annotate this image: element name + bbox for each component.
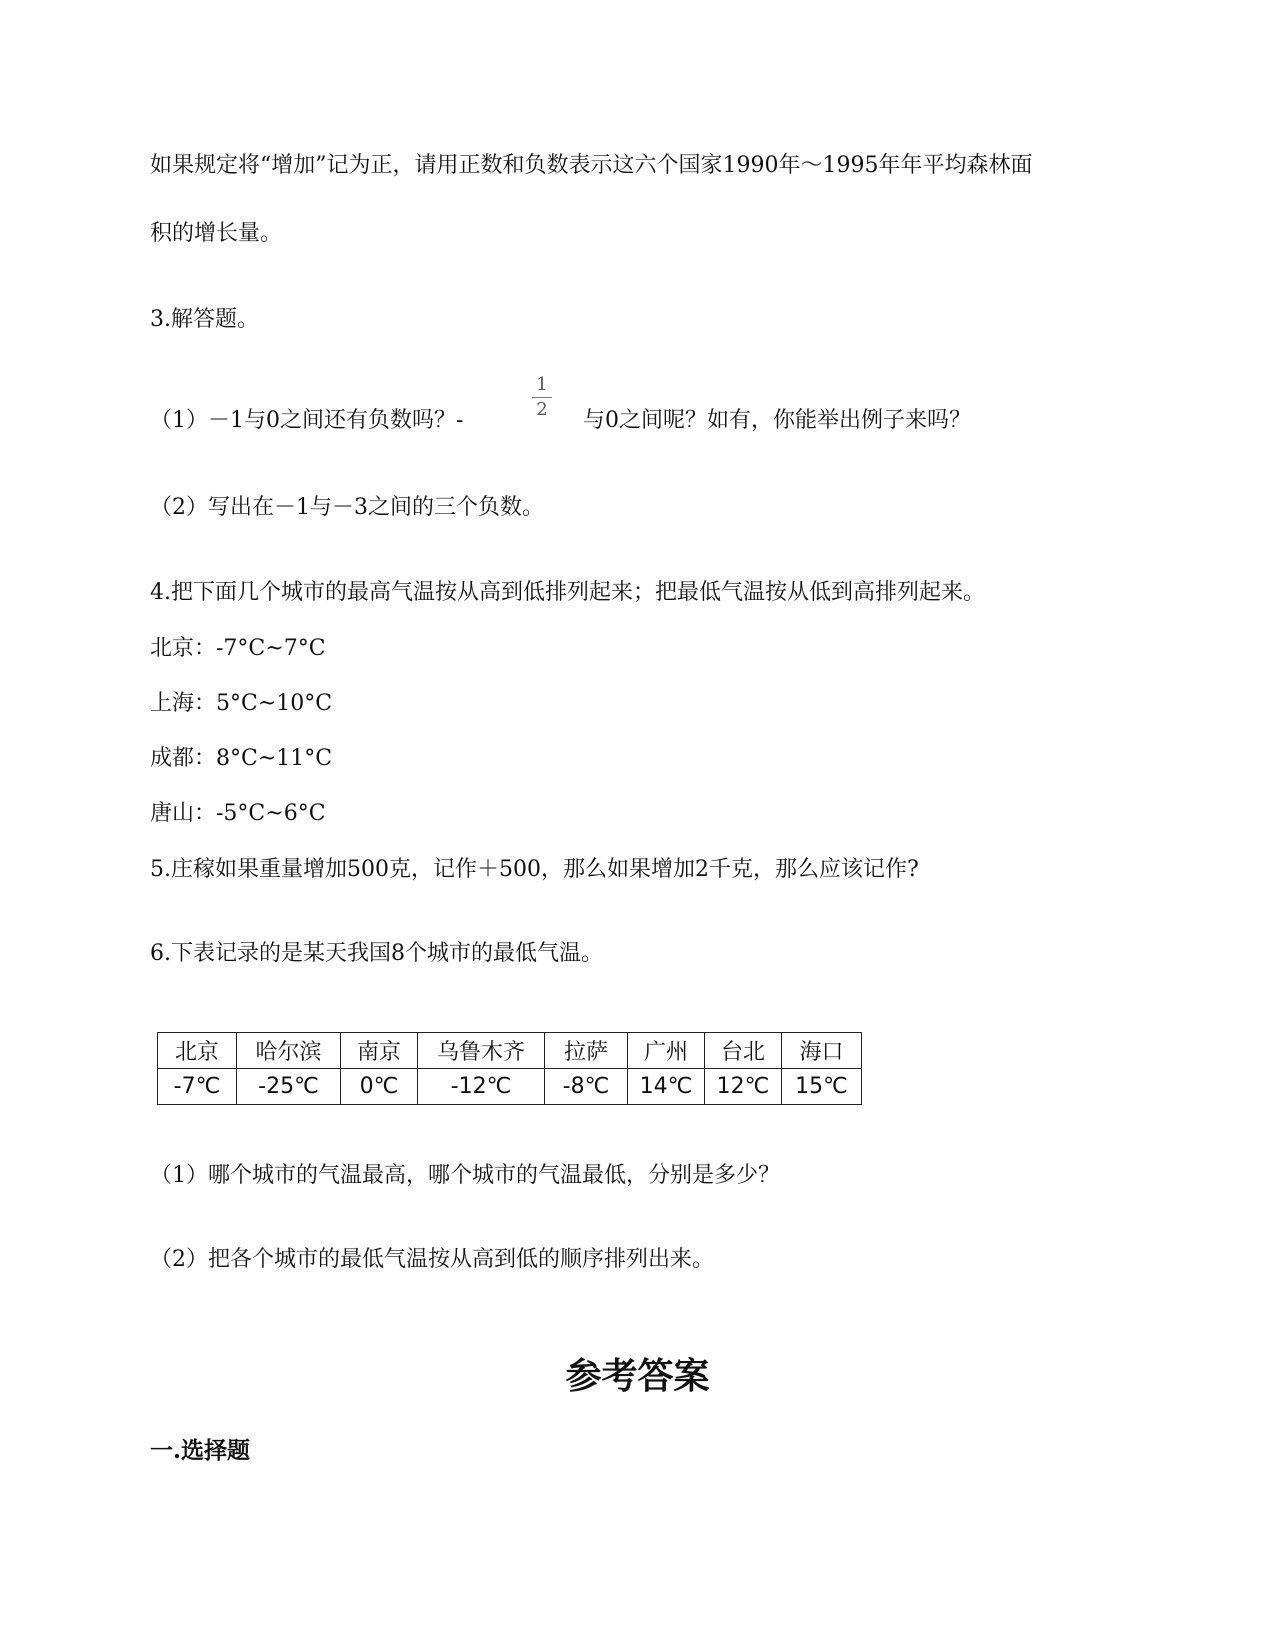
question-3-heading: 3.解答题。 [150,307,259,332]
question-6-part-2: （2）把各个城市的最低气温按从高到低的顺序排列出来。 [150,1247,714,1272]
table-row-cities [158,1033,862,1069]
fraction-bar [532,397,552,398]
question-5: 5.庄稼如果重量增加500克，记作＋500，那么如果增加2千克，那么应该记作? [150,857,919,882]
question-text-line-1: 如果规定将“增加”记为正，请用正数和负数表示这六个国家1990年～1995年年平均森林面 [150,153,1033,178]
question-3-part-2: （2）写出在－1与－3之间的三个负数。 [150,495,544,520]
question-3-part-1-b: 与0之间呢？如有，你能举出例子来吗？ [583,408,971,433]
table-cell: -7℃ [158,1069,237,1105]
city-tangshan-range: 唐山：-5°C~6°C [150,801,326,826]
table-cell: 北京 [158,1033,237,1069]
answer-title: 参考答案 [565,1355,710,1397]
table-cell: -12℃ [418,1069,545,1105]
question-4-heading: 4.把下面几个城市的最高气温按从高到低排列起来；把最低气温按从低到高排列起来。 [150,580,985,605]
temperature-table [157,1032,862,1105]
table-cell: 哈尔滨 [237,1033,341,1069]
table-cell: 南京 [341,1033,418,1069]
table-cell: -25℃ [237,1069,341,1105]
table-row-temps [158,1069,862,1105]
table-cell: 0℃ [341,1069,418,1105]
question-3-part-1-a: （1）－1与0之间还有负数吗？- [150,408,464,433]
fraction-numerator: 1 [536,374,548,395]
table-cell: 15℃ [782,1069,862,1105]
question-6-part-1: （1）哪个城市的气温最高，哪个城市的气温最低，分别是多少？ [150,1163,780,1188]
city-shanghai-range: 上海：5°C~10°C [150,691,333,716]
table-cell: 乌鲁木齐 [418,1033,545,1069]
question-text-line-2: 积的增长量。 [150,221,283,246]
section-title: 一.选择题 [150,1437,251,1464]
fraction-denominator: 2 [536,399,548,420]
table-cell: 拉萨 [545,1033,628,1069]
table-cell: 海口 [782,1033,862,1069]
table-cell: 14℃ [628,1069,705,1105]
table-cell: -8℃ [545,1069,628,1105]
table-cell: 台北 [705,1033,782,1069]
table-cell: 12℃ [705,1069,782,1105]
question-6-heading: 6.下表记录的是某天我国8个城市的最低气温。 [150,941,603,966]
city-beijing-range: 北京：-7°C~7°C [150,636,326,661]
fraction-one-half [532,374,552,421]
table-cell: 广州 [628,1033,705,1069]
city-chengdu-range: 成都：8°C~11°C [150,746,333,771]
